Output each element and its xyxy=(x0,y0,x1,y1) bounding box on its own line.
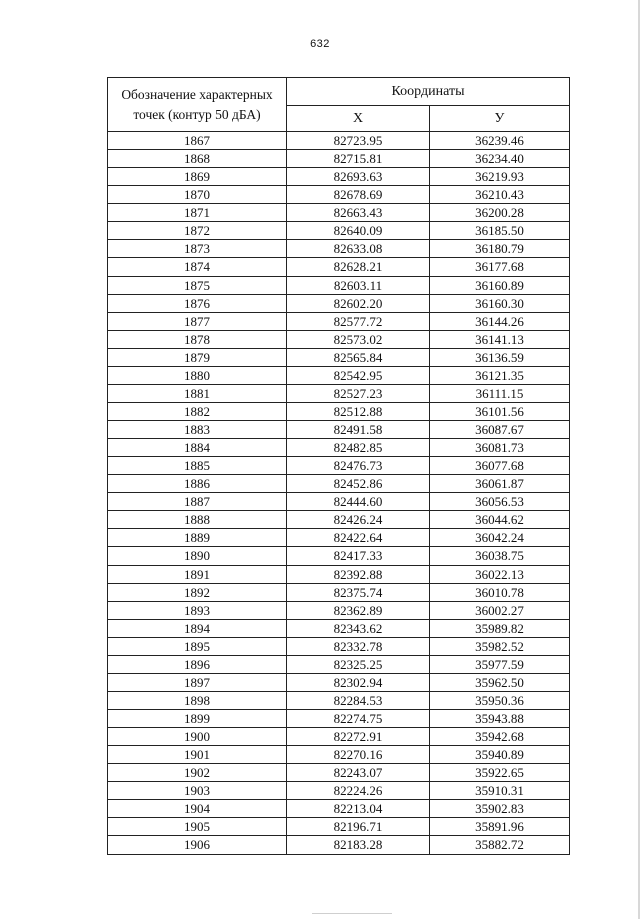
y-coordinate-cell: 35922.65 xyxy=(430,764,570,782)
table-row xyxy=(108,782,570,800)
point-id-cell: 1872 xyxy=(108,222,287,240)
x-coordinate-cell: 82602.20 xyxy=(287,294,430,312)
y-coordinate-cell: 36111.15 xyxy=(430,384,570,402)
x-coordinate-cell: 82542.95 xyxy=(287,366,430,384)
table-row xyxy=(108,439,570,457)
table-row xyxy=(108,402,570,420)
point-id-cell: 1897 xyxy=(108,673,287,691)
table-row xyxy=(108,565,570,583)
y-coordinate-cell: 35942.68 xyxy=(430,728,570,746)
table-row xyxy=(108,366,570,384)
table-row xyxy=(108,818,570,836)
y-coordinate-cell: 35962.50 xyxy=(430,673,570,691)
point-id-cell: 1898 xyxy=(108,691,287,709)
x-coordinate-cell: 82693.63 xyxy=(287,168,430,186)
table-row xyxy=(108,168,570,186)
table-row xyxy=(108,836,570,854)
x-coordinate-cell: 82512.88 xyxy=(287,402,430,420)
table-row xyxy=(108,186,570,204)
x-column-header: Х xyxy=(287,106,430,132)
table-row xyxy=(108,493,570,511)
point-id-cell: 1883 xyxy=(108,421,287,439)
point-id-cell: 1902 xyxy=(108,764,287,782)
y-coordinate-cell: 36185.50 xyxy=(430,222,570,240)
table-row xyxy=(108,691,570,709)
table-row xyxy=(108,276,570,294)
y-coordinate-cell: 36101.56 xyxy=(430,402,570,420)
point-name-header: Обозначение характерных точек (контур 50 дБА) xyxy=(108,78,287,132)
table-row xyxy=(108,475,570,493)
point-id-cell: 1874 xyxy=(108,258,287,276)
y-coordinate-cell: 36044.62 xyxy=(430,511,570,529)
table-row xyxy=(108,330,570,348)
y-coordinate-cell: 36038.75 xyxy=(430,547,570,565)
table-row xyxy=(108,583,570,601)
y-coordinate-cell: 36160.30 xyxy=(430,294,570,312)
y-coordinate-cell: 36210.43 xyxy=(430,186,570,204)
x-coordinate-cell: 82633.08 xyxy=(287,240,430,258)
point-id-cell: 1871 xyxy=(108,204,287,222)
point-id-cell: 1877 xyxy=(108,312,287,330)
scan-artifact xyxy=(312,913,392,914)
coordinates-header: Координаты xyxy=(287,78,570,106)
point-id-cell: 1891 xyxy=(108,565,287,583)
point-id-cell: 1896 xyxy=(108,655,287,673)
table-row xyxy=(108,222,570,240)
table-row xyxy=(108,240,570,258)
x-coordinate-cell: 82375.74 xyxy=(287,583,430,601)
y-coordinate-cell: 36022.13 xyxy=(430,565,570,583)
point-id-cell: 1901 xyxy=(108,746,287,764)
table-row xyxy=(108,547,570,565)
y-coordinate-cell: 36061.87 xyxy=(430,475,570,493)
table-row xyxy=(108,710,570,728)
table-row xyxy=(108,800,570,818)
y-coordinate-cell: 36010.78 xyxy=(430,583,570,601)
x-coordinate-cell: 82270.16 xyxy=(287,746,430,764)
x-coordinate-cell: 82362.89 xyxy=(287,601,430,619)
y-coordinate-cell: 36056.53 xyxy=(430,493,570,511)
y-column-header: У xyxy=(430,106,570,132)
x-coordinate-cell: 82603.11 xyxy=(287,276,430,294)
point-id-cell: 1888 xyxy=(108,511,287,529)
x-coordinate-cell: 82284.53 xyxy=(287,691,430,709)
table-row xyxy=(108,348,570,366)
table-row xyxy=(108,601,570,619)
table-row xyxy=(108,746,570,764)
point-id-cell: 1878 xyxy=(108,330,287,348)
x-coordinate-cell: 82452.86 xyxy=(287,475,430,493)
x-coordinate-cell: 82678.69 xyxy=(287,186,430,204)
y-coordinate-cell: 36180.79 xyxy=(430,240,570,258)
point-id-cell: 1873 xyxy=(108,240,287,258)
y-coordinate-cell: 36136.59 xyxy=(430,348,570,366)
y-coordinate-cell: 36081.73 xyxy=(430,439,570,457)
table-row xyxy=(108,258,570,276)
y-coordinate-cell: 36177.68 xyxy=(430,258,570,276)
y-coordinate-cell: 36087.67 xyxy=(430,421,570,439)
point-id-cell: 1904 xyxy=(108,800,287,818)
point-id-cell: 1895 xyxy=(108,637,287,655)
y-coordinate-cell: 36121.35 xyxy=(430,366,570,384)
y-coordinate-cell: 35943.88 xyxy=(430,710,570,728)
table-row xyxy=(108,511,570,529)
x-coordinate-cell: 82482.85 xyxy=(287,439,430,457)
y-coordinate-cell: 35989.82 xyxy=(430,619,570,637)
point-id-cell: 1894 xyxy=(108,619,287,637)
point-id-cell: 1870 xyxy=(108,186,287,204)
point-id-cell: 1876 xyxy=(108,294,287,312)
x-coordinate-cell: 82715.81 xyxy=(287,150,430,168)
x-coordinate-cell: 82417.33 xyxy=(287,547,430,565)
x-coordinate-cell: 82243.07 xyxy=(287,764,430,782)
x-coordinate-cell: 82332.78 xyxy=(287,637,430,655)
x-coordinate-cell: 82640.09 xyxy=(287,222,430,240)
y-coordinate-cell: 35950.36 xyxy=(430,691,570,709)
x-coordinate-cell: 82274.75 xyxy=(287,710,430,728)
x-coordinate-cell: 82628.21 xyxy=(287,258,430,276)
table-row xyxy=(108,457,570,475)
x-coordinate-cell: 82325.25 xyxy=(287,655,430,673)
table-row xyxy=(108,764,570,782)
point-id-cell: 1879 xyxy=(108,348,287,366)
point-id-cell: 1890 xyxy=(108,547,287,565)
x-coordinate-cell: 82723.95 xyxy=(287,132,430,150)
point-id-cell: 1903 xyxy=(108,782,287,800)
point-id-cell: 1881 xyxy=(108,384,287,402)
point-id-cell: 1900 xyxy=(108,728,287,746)
x-coordinate-cell: 82573.02 xyxy=(287,330,430,348)
point-id-cell: 1892 xyxy=(108,583,287,601)
table-row xyxy=(108,204,570,222)
table-row xyxy=(108,673,570,691)
point-id-cell: 1882 xyxy=(108,402,287,420)
point-id-cell: 1884 xyxy=(108,439,287,457)
y-coordinate-cell: 35891.96 xyxy=(430,818,570,836)
y-coordinate-cell: 36200.28 xyxy=(430,204,570,222)
x-coordinate-cell: 82527.23 xyxy=(287,384,430,402)
y-coordinate-cell: 35910.31 xyxy=(430,782,570,800)
y-coordinate-cell: 36144.26 xyxy=(430,312,570,330)
point-id-cell: 1899 xyxy=(108,710,287,728)
x-coordinate-cell: 82422.64 xyxy=(287,529,430,547)
point-id-cell: 1886 xyxy=(108,475,287,493)
point-id-cell: 1875 xyxy=(108,276,287,294)
point-id-cell: 1868 xyxy=(108,150,287,168)
point-id-cell: 1869 xyxy=(108,168,287,186)
point-id-cell: 1880 xyxy=(108,366,287,384)
y-coordinate-cell: 36239.46 xyxy=(430,132,570,150)
x-coordinate-cell: 82491.58 xyxy=(287,421,430,439)
point-id-cell: 1867 xyxy=(108,132,287,150)
coordinates-table xyxy=(107,77,570,855)
table-row xyxy=(108,421,570,439)
y-coordinate-cell: 35882.72 xyxy=(430,836,570,854)
y-coordinate-cell: 35977.59 xyxy=(430,655,570,673)
y-coordinate-cell: 36077.68 xyxy=(430,457,570,475)
table-row xyxy=(108,637,570,655)
y-coordinate-cell: 36160.89 xyxy=(430,276,570,294)
y-coordinate-cell: 35982.52 xyxy=(430,637,570,655)
table-row xyxy=(108,619,570,637)
table-row xyxy=(108,294,570,312)
x-coordinate-cell: 82476.73 xyxy=(287,457,430,475)
x-coordinate-cell: 82343.62 xyxy=(287,619,430,637)
table-row xyxy=(108,150,570,168)
y-coordinate-cell: 36002.27 xyxy=(430,601,570,619)
x-coordinate-cell: 82392.88 xyxy=(287,565,430,583)
x-coordinate-cell: 82196.71 xyxy=(287,818,430,836)
x-coordinate-cell: 82663.43 xyxy=(287,204,430,222)
y-coordinate-cell: 36042.24 xyxy=(430,529,570,547)
y-coordinate-cell: 36219.93 xyxy=(430,168,570,186)
point-id-cell: 1887 xyxy=(108,493,287,511)
point-id-cell: 1893 xyxy=(108,601,287,619)
x-coordinate-cell: 82302.94 xyxy=(287,673,430,691)
table-body xyxy=(108,132,570,855)
x-coordinate-cell: 82577.72 xyxy=(287,312,430,330)
table-row xyxy=(108,728,570,746)
page-number: 632 xyxy=(310,38,330,50)
table-row xyxy=(108,384,570,402)
point-id-cell: 1889 xyxy=(108,529,287,547)
point-id-cell: 1906 xyxy=(108,836,287,854)
x-coordinate-cell: 82183.28 xyxy=(287,836,430,854)
y-coordinate-cell: 36234.40 xyxy=(430,150,570,168)
x-coordinate-cell: 82213.04 xyxy=(287,800,430,818)
table-row xyxy=(108,312,570,330)
table-row xyxy=(108,529,570,547)
point-id-cell: 1885 xyxy=(108,457,287,475)
x-coordinate-cell: 82426.24 xyxy=(287,511,430,529)
table-header xyxy=(108,78,570,132)
point-id-cell: 1905 xyxy=(108,818,287,836)
y-coordinate-cell: 35902.83 xyxy=(430,800,570,818)
y-coordinate-cell: 36141.13 xyxy=(430,330,570,348)
table-row xyxy=(108,132,570,150)
x-coordinate-cell: 82565.84 xyxy=(287,348,430,366)
y-coordinate-cell: 35940.89 xyxy=(430,746,570,764)
x-coordinate-cell: 82444.60 xyxy=(287,493,430,511)
x-coordinate-cell: 82272.91 xyxy=(287,728,430,746)
table-row xyxy=(108,655,570,673)
x-coordinate-cell: 82224.26 xyxy=(287,782,430,800)
